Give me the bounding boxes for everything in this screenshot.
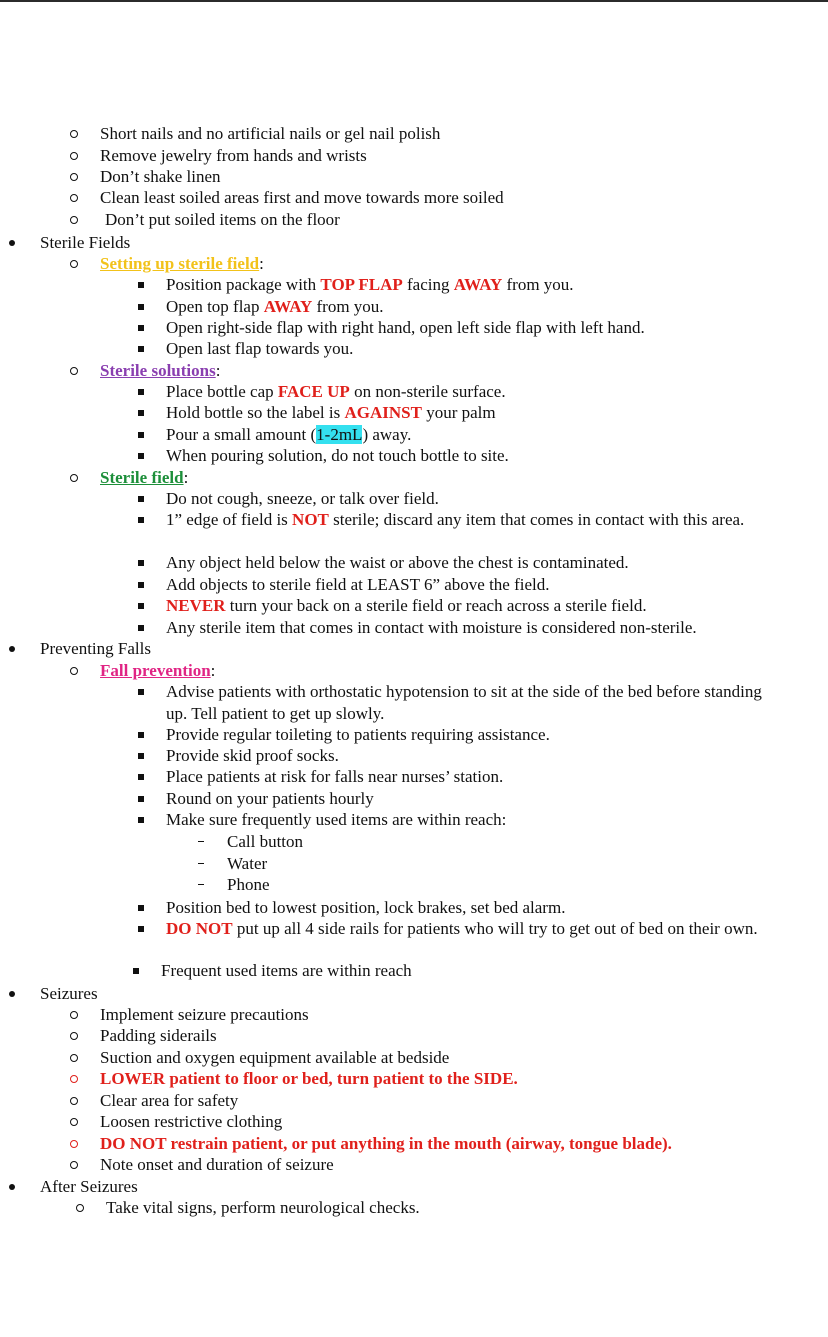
hollow-bullet	[76, 1204, 84, 1212]
square-bullet	[138, 582, 144, 588]
dash-bullet	[198, 841, 204, 842]
square-bullet	[138, 517, 144, 523]
hollow-bullet	[70, 667, 78, 675]
disc-bullet	[9, 240, 15, 246]
hollow-bullet	[70, 260, 78, 268]
square-bullet	[138, 282, 144, 288]
dash-bullet	[198, 884, 204, 885]
square-bullet	[138, 325, 144, 331]
hollow-bullet	[70, 1011, 78, 1019]
disc-bullet	[9, 991, 15, 997]
square-bullet	[138, 689, 144, 695]
square-bullet	[138, 625, 144, 631]
hollow-bullet	[70, 1032, 78, 1040]
square-bullet	[138, 905, 144, 911]
hollow-bullet	[70, 1075, 78, 1083]
square-bullet	[133, 968, 139, 974]
disc-bullet	[9, 646, 15, 652]
square-bullet	[138, 496, 144, 502]
square-bullet	[138, 796, 144, 802]
hollow-bullet	[70, 194, 78, 202]
hollow-bullet	[70, 130, 78, 138]
square-bullet	[138, 560, 144, 566]
square-bullet	[138, 346, 144, 352]
hollow-bullet	[70, 1054, 78, 1062]
hollow-bullet	[70, 474, 78, 482]
hollow-bullet	[70, 1097, 78, 1105]
dash-bullet	[198, 863, 204, 864]
sterile-field-heading: Sterile field	[100, 468, 184, 487]
hollow-bullet	[70, 1140, 78, 1148]
square-bullet	[138, 603, 144, 609]
square-bullet	[138, 304, 144, 310]
square-bullet	[138, 389, 144, 395]
hollow-bullet	[70, 367, 78, 375]
square-bullet	[138, 774, 144, 780]
hollow-bullet	[70, 1161, 78, 1169]
disc-bullet	[9, 1184, 15, 1190]
top-border	[0, 0, 828, 2]
fall-prevention-heading: Fall prevention	[100, 661, 211, 680]
highlighted-amount: 1-2mL	[316, 425, 363, 444]
setting-up-heading: Setting up sterile field	[100, 254, 260, 273]
hollow-bullet	[70, 1118, 78, 1126]
hollow-bullet	[70, 216, 78, 224]
square-bullet	[138, 817, 144, 823]
square-bullet	[138, 410, 144, 416]
square-bullet	[138, 926, 144, 932]
hollow-bullet	[70, 173, 78, 181]
sterile-solutions-heading: Sterile solutions	[100, 361, 216, 380]
square-bullet	[138, 753, 144, 759]
square-bullet	[138, 453, 144, 459]
hollow-bullet	[70, 152, 78, 160]
square-bullet	[138, 432, 144, 438]
square-bullet	[138, 732, 144, 738]
